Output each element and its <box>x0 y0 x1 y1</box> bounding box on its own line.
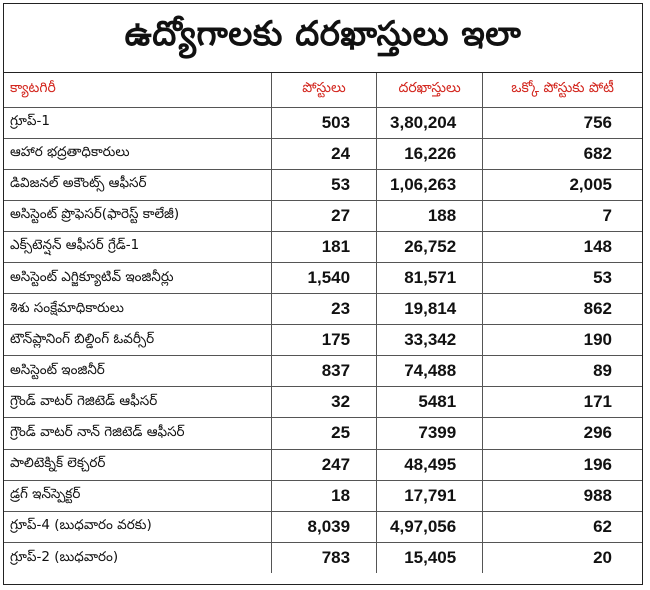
applications-cell: 26,752 <box>377 231 483 262</box>
table-row <box>4 294 642 325</box>
applications-cell: 48,495 <box>377 449 483 480</box>
applications-cell: 74,488 <box>377 356 483 387</box>
per-post-cell: 62 <box>483 511 642 542</box>
per-post-cell: 682 <box>483 138 642 169</box>
header-applications: దరఖాస్తులు <box>377 73 483 107</box>
per-post-cell: 190 <box>483 325 642 356</box>
posts-cell: 503 <box>271 107 376 138</box>
posts-cell: 181 <box>271 231 376 262</box>
category-cell: డివిజనల్ అకౌంట్స్ ఆఫీసర్ <box>4 169 271 200</box>
table-body <box>4 107 642 573</box>
table-row <box>4 107 642 138</box>
applications-cell: 17,791 <box>377 480 483 511</box>
per-post-cell: 862 <box>483 294 642 325</box>
category-cell: అసిస్టెంట్ ఇంజినీర్ <box>4 356 271 387</box>
category-cell: పాలిటెక్నిక్ లెక్చరర్ <box>4 449 271 480</box>
posts-cell: 27 <box>271 200 376 231</box>
category-cell: గ్రూప్-1 <box>4 107 271 138</box>
category-cell: డ్రగ్ ఇన్‌స్పెక్టర్ <box>4 480 271 511</box>
applications-cell: 4,97,056 <box>377 511 483 542</box>
applications-cell: 5481 <box>377 387 483 418</box>
posts-cell: 53 <box>271 169 376 200</box>
table-row <box>4 325 642 356</box>
header-posts: పోస్టులు <box>271 73 376 107</box>
table-row <box>4 480 642 511</box>
table-row <box>4 231 642 262</box>
header-row <box>4 73 642 107</box>
table-row <box>4 511 642 542</box>
per-post-cell: 296 <box>483 418 642 449</box>
category-cell: ఆహార భద్రతాధికారులు <box>4 138 271 169</box>
posts-cell: 783 <box>271 542 376 573</box>
per-post-cell: 53 <box>483 262 642 293</box>
per-post-cell: 988 <box>483 480 642 511</box>
posts-cell: 23 <box>271 294 376 325</box>
page-title: ఉద్యోగాలకు దరఖాస్తులు ఇలా <box>4 4 642 73</box>
table-row <box>4 138 642 169</box>
applications-cell: 16,226 <box>377 138 483 169</box>
category-cell: అసిస్టెంట్ ఎగ్జిక్యూటివ్ ఇంజినీర్లు <box>4 262 271 293</box>
category-cell: శిశు సంక్షేమాధికారులు <box>4 294 271 325</box>
category-cell: గ్రౌండ్ వాటర్ నాన్ గెజిటెడ్ ఆఫీసర్ <box>4 418 271 449</box>
applications-table <box>4 73 642 573</box>
table-row <box>4 356 642 387</box>
posts-cell: 25 <box>271 418 376 449</box>
category-cell: టౌన్‌ప్లానింగ్ బిల్డింగ్ ఓవర్సీర్ <box>4 325 271 356</box>
category-cell: అసిస్టెంట్ ప్రొఫెసర్(ఫారెస్ట్ కాలేజీ) <box>4 200 271 231</box>
applications-cell: 1,06,263 <box>377 169 483 200</box>
posts-cell: 247 <box>271 449 376 480</box>
table-row <box>4 449 642 480</box>
table-frame <box>3 3 643 585</box>
posts-cell: 24 <box>271 138 376 169</box>
header-category: క్యాటగిరీ <box>4 73 271 107</box>
header-per-post: ఒక్కో పోస్టుకు పోటీ <box>483 73 642 107</box>
table-row <box>4 418 642 449</box>
table-row <box>4 542 642 573</box>
category-cell: గ్రౌండ్ వాటర్ గెజిటెడ్ ఆఫీసర్ <box>4 387 271 418</box>
posts-cell: 32 <box>271 387 376 418</box>
applications-cell: 33,342 <box>377 325 483 356</box>
table-row <box>4 169 642 200</box>
per-post-cell: 2,005 <box>483 169 642 200</box>
posts-cell: 175 <box>271 325 376 356</box>
category-cell: గ్రూప్-4 (బుధవారం వరకు) <box>4 511 271 542</box>
posts-cell: 1,540 <box>271 262 376 293</box>
posts-cell: 837 <box>271 356 376 387</box>
per-post-cell: 756 <box>483 107 642 138</box>
table-row <box>4 200 642 231</box>
applications-cell: 81,571 <box>377 262 483 293</box>
category-cell: ఎక్స్‌టెన్షన్ ఆఫీసర్ గ్రేడ్-1 <box>4 231 271 262</box>
per-post-cell: 148 <box>483 231 642 262</box>
posts-cell: 8,039 <box>271 511 376 542</box>
applications-cell: 188 <box>377 200 483 231</box>
applications-cell: 19,814 <box>377 294 483 325</box>
per-post-cell: 89 <box>483 356 642 387</box>
posts-cell: 18 <box>271 480 376 511</box>
table-row <box>4 387 642 418</box>
category-cell: గ్రూప్-2 (బుధవారం) <box>4 542 271 573</box>
applications-cell: 3,80,204 <box>377 107 483 138</box>
per-post-cell: 7 <box>483 200 642 231</box>
applications-cell: 7399 <box>377 418 483 449</box>
per-post-cell: 196 <box>483 449 642 480</box>
applications-cell: 15,405 <box>377 542 483 573</box>
per-post-cell: 20 <box>483 542 642 573</box>
table-row <box>4 262 642 293</box>
per-post-cell: 171 <box>483 387 642 418</box>
